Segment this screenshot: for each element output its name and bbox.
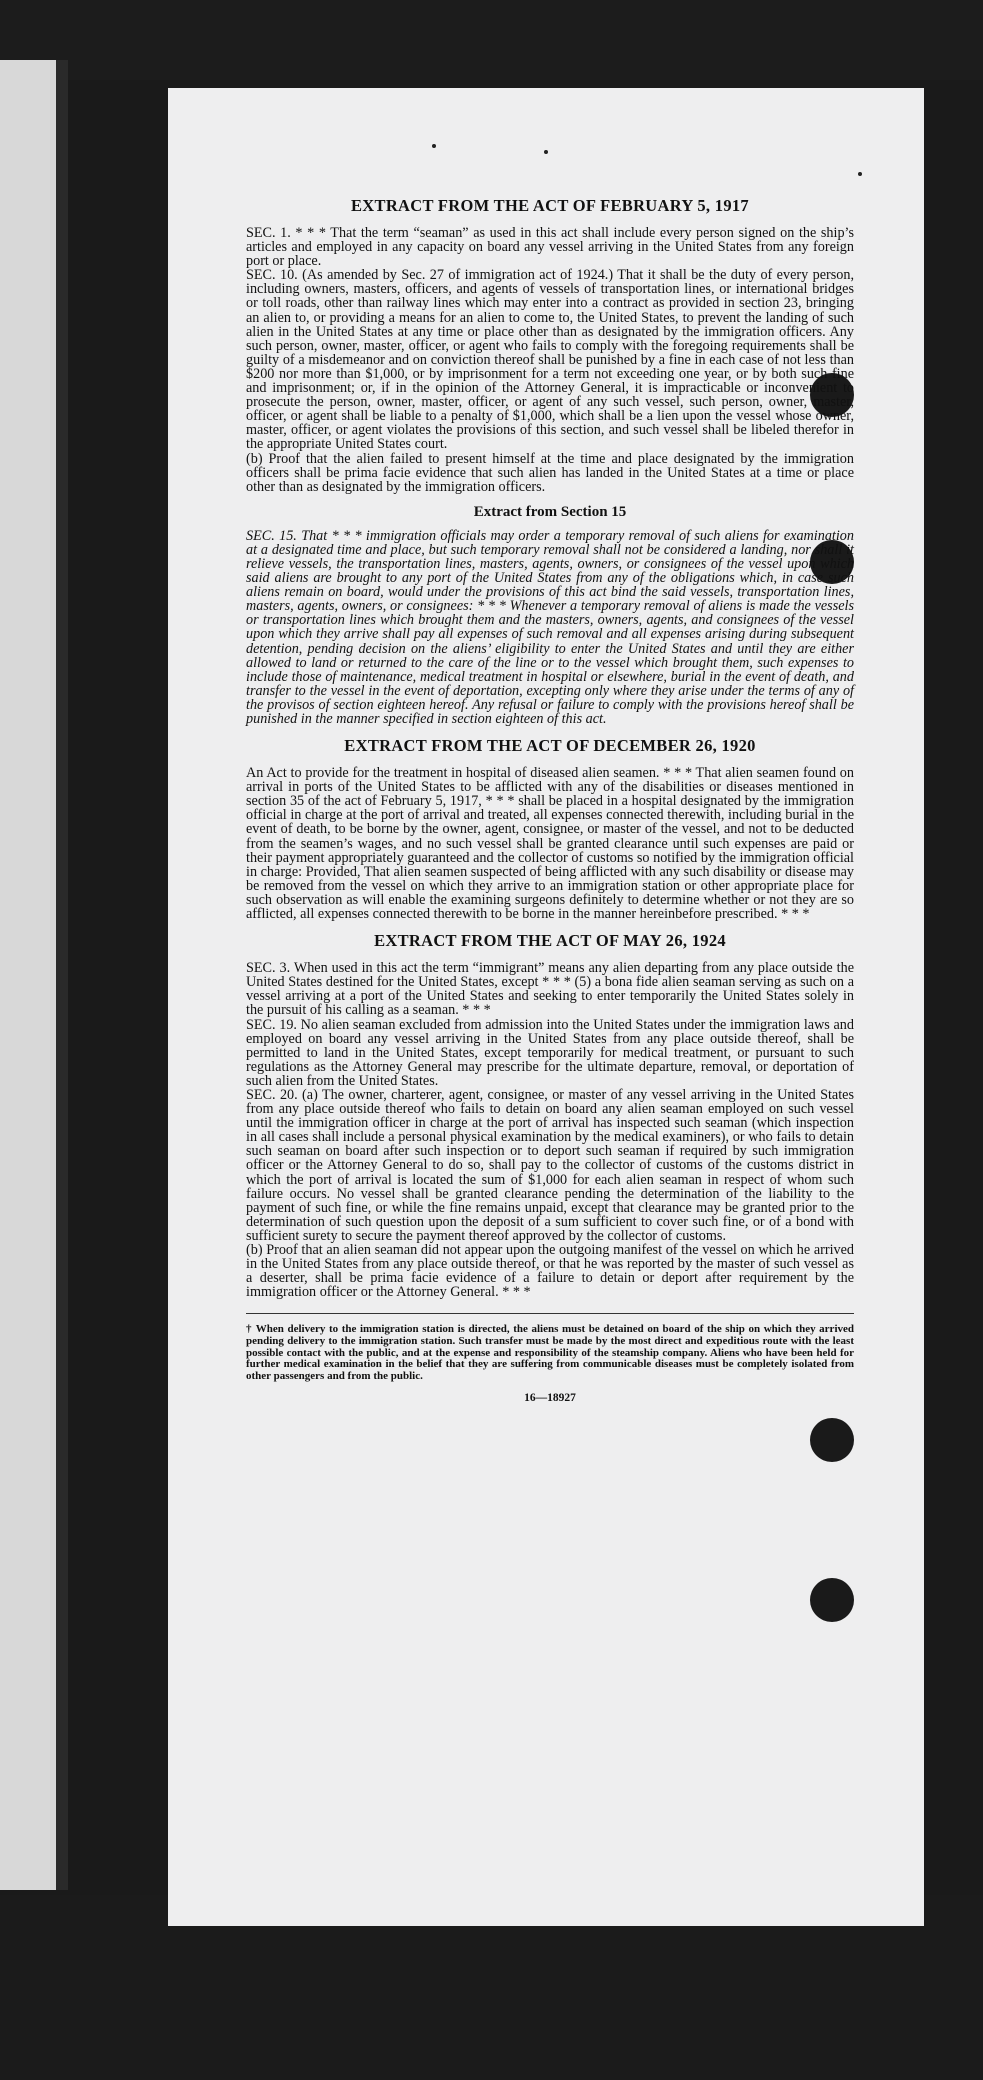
act-1924-sec19: SEC. 19. No alien seaman excluded from admission into the United States under the immigration laws and employed on board any vessel arriving in the United States from any place outside thereof, shall be permitted to land in the United States, except temporarily for medical treatment, or pursuant to such regulations as the Attorney General may prescribe for the ultimate departure, removal, or deportation of such alien from the United States.	[246, 1016, 854, 1089]
dust-speck	[544, 150, 548, 154]
act-1917-heading: EXTRACT FROM THE ACT OF FEBRUARY 5, 1917	[351, 196, 749, 215]
punch-hole	[810, 1578, 854, 1622]
document-page	[168, 88, 924, 1926]
act-1920-heading: EXTRACT FROM THE ACT OF DECEMBER 26, 1920	[344, 736, 756, 756]
section15-heading: Extract from Section 15	[473, 503, 627, 520]
act-1917-sec10: SEC. 10. (As amended by Sec. 27 of immigration act of 1924.) That it shall be the duty of every person, including owners, masters, officers, and agents of vessels of transportation lines, or international bridges or toll roads, other than railway lines which may enter into a contract as provided in section 23, bringing an alien to, or providing a means for an alien to come to, the United States, to prevent the landing of such alien in the United States at any time or place other than as designated by the immigration officers. Any such person, owner, master, officer, or agent who fails to comply with the foregoing requirements shall be guilty of a misdemeanor and on conviction thereof shall be punished by a fine in each case of not less than $200 nor more than $1,000, or by imprisonment for a term not exceeding one year, or by both such fine and imprisonment; or, if in the opinion of the Attorney General, it is impracticable or inconvenient to prosecute the person, owner, master, officer, or agent of any such vessel, such person, owner, master, officer, or agent shall be liable to a penalty of $1,000, which shall be a lien upon the vessel whose owner, master, officer, or agent violates the provisions of this section, and such vessel shall be libeled therefor in the appropriate United States court.	[246, 267, 854, 453]
act-1924-sec20a: SEC. 20. (a) The owner, charterer, agent, consignee, or master of any vessel arriving in the United States from any place outside thereof who fails to detain on board any alien seaman employed on such vessel until the immigration officer in charge at the port of arrival has inspected such seaman (which inspection in all cases shall include a personal physical examination by the medical examiners), or who fails to detain such seaman on board after such inspection or to deport such seaman if required by such immigration officer or the Attorney General to do so, shall pay to the collector of customs of the customs district in which the port of arrival is located the sum of $1,000 for each alien seaman in respect of whom such failure occurs. No vessel shall be granted clearance pending the determination of the liability to the payment of such fine, or while the fine remains unpaid, except that clearance may be granted prior to the determination of such question upon the deposit of a sum sufficient to cover such fine, or of a bond with sufficient surety to secure the payment thereof approved by the collector of customs.	[246, 1086, 854, 1244]
scan-background-top	[0, 0, 983, 80]
scan-shadow	[56, 60, 68, 1890]
act-1920-text: An Act to provide for the treatment in hospital of diseased alien seamen. * * * That alien seamen found on arrival in ports of the United States to be afflicted with any of the disabilities or diseases mentioned in section 35 of the act of February 5, 1917, * * * shall be placed in a hospital designated by the immigration official in charge at the port of arrival and treated, all expenses connected therewith, including burial in the event of death, to be borne by the owner, agent, consignee, or master of the vessel, and not to be deducted from the seamen’s wages, and no such vessel shall be granted clearance until such expenses are paid or their payment appropriately guaranteed and the collector of customs so notified by the immigration official in charge: Provided, That alien seamen suspected of being afflicted with any such disability or disease may be removed from the vessel on which they arrive to an immigration station or other appropriate place for such observation as will enable the examining surgeons definitely to determine whether or not they are so afflicted, all expenses connected therewith to be borne in the manner hereinbefore prescribed. * * *	[246, 765, 854, 923]
dust-speck	[858, 172, 862, 176]
dust-speck	[432, 144, 436, 148]
act-1917-sec10b: (b) Proof that the alien failed to present himself at the time and place designated by the immigration officers shall be prima facie evidence that such alien has landed in the United States at a time or place other than as designated by the immigration officers.	[246, 450, 854, 495]
act-1924-sec3: SEC. 3. When used in this act the term “immigrant” means any alien departing from any place outside the United States destined for the United States, except * * * (5) a bona fide alien seaman serving as such on a vessel arriving at a port of the United States and seeking to enter temporarily the United States solely in the pursuit of his calling as a seaman. * * *	[246, 960, 854, 1019]
section15-text: SEC. 15. That * * * immigration officials may order a temporary removal of such aliens for examination at a designated time and place, but such temporary removal shall not be considered a landing, nor shall it relieve vessels, the transportation lines, masters, agents, owners, or consignees of the vessel upon which said aliens are brought to any port of the United States from any of the obligations which, in case such aliens remain on board, would under the provisions of this act bind the said vessels, transportation lines, masters, agents, owners, or consignees: * * * Whenever a temporary removal of aliens is made the vessels or transportation lines which brought them and the masters, owners, agents, and consignees of the vessel upon which they arrive shall pay all expenses of such removal and all expenses arising during subsequent detention, pending decision on the aliens’ eligibility to enter the United States and until they are either allowed to land or returned to the care of the line or to the vessel which brought them, such expenses to include those of maintenance, medical treatment in hospital or elsewhere, burial in the event of death, and transfer to the vessel in the event of deportation, excepting only where they arise under the terms of any of the provisos of section eighteen hereof. Any refusal or failure to comply with the provisions hereof shall be punished in the manner specified in section eighteen of this act.	[246, 527, 854, 727]
act-1924-heading: EXTRACT FROM THE ACT OF MAY 26, 1924	[374, 931, 726, 951]
page-number: 16—18927	[524, 1392, 576, 1405]
act-1924-sec20b: (b) Proof that an alien seaman did not appear upon the outgoing manifest of the vessel on which he arrived in the United States from any place outside thereof, or that he was reported by the master of such vessel as a deserter, shall be prima facie evidence of a failure to detain or deport after requirement by the immigration officer or the Attorney General. * * *	[246, 1242, 854, 1301]
footnote: † When delivery to the immigration station is directed, the aliens must be detained on board of the ship on which they arrived pending delivery to the immigration station. Such transfer must be made by the most direct and expeditious route with the least possible contact with the public, and at the expense and responsibility of the steamship company. Aliens who have been held for further medical examination in the belief that they are suffering from communicable diseases must be completely isolated from other passengers and from the public.	[246, 1323, 854, 1382]
punch-hole	[810, 1418, 854, 1462]
document-body	[246, 196, 854, 1404]
footnote-divider	[246, 1313, 854, 1314]
act-1917-sec1: SEC. 1. * * * That the term “seaman” as used in this act shall include every person signed on the ship’s articles and employed in any capacity on board any vessel arriving in the United States from any foreign port or place.	[246, 225, 854, 270]
